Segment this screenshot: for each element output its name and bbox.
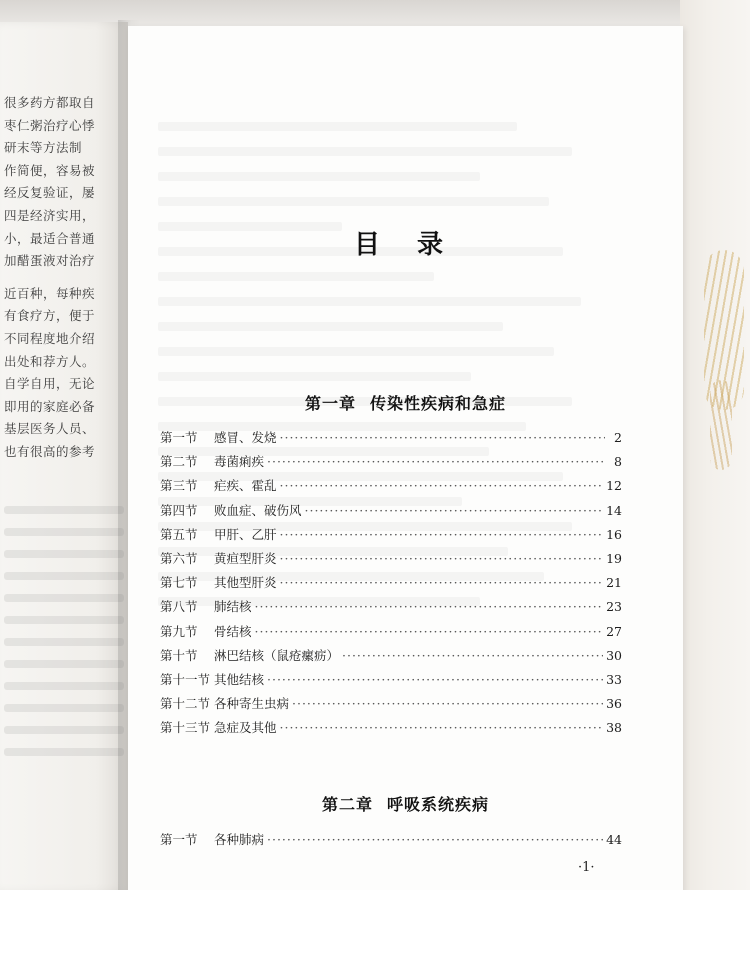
left-line: 也有很高的参考 — [4, 443, 96, 459]
section-number: 第三节 — [160, 478, 198, 494]
section-number: 第二节 — [160, 454, 198, 470]
section-number: 第九节 — [160, 623, 198, 639]
page-ref: 30 — [606, 647, 622, 663]
left-line: 四是经济实用， — [4, 207, 96, 223]
page-ref: 23 — [606, 599, 622, 615]
leader-dots — [267, 450, 605, 474]
left-line: 不同程度地介绍 — [4, 330, 96, 346]
toc-entry[interactable] — [160, 828, 622, 852]
chapter-number: 第一章 — [304, 394, 356, 413]
left-line: 基层医务人员、 — [4, 421, 96, 437]
toc-entry[interactable] — [160, 547, 622, 571]
section-number: 第六节 — [160, 550, 198, 566]
leader-dots — [280, 426, 605, 450]
section-title: 其他型肝炎 — [214, 575, 277, 591]
page-ref: 21 — [606, 575, 622, 591]
toc-entry[interactable] — [160, 523, 622, 547]
section-title: 甲肝、乙肝 — [214, 526, 277, 542]
leader-dots — [292, 692, 603, 716]
chapter-heading — [128, 792, 683, 815]
leader-dots — [280, 547, 604, 571]
toc-entry[interactable] — [160, 571, 622, 595]
section-title: 感冒、发烧 — [214, 430, 277, 445]
toc-entry[interactable] — [160, 499, 622, 523]
bottom-margin — [0, 890, 750, 960]
leader-dots — [280, 716, 604, 740]
section-number: 第四节 — [160, 502, 198, 518]
page-number: ·1· — [578, 860, 595, 875]
leader-dots — [267, 828, 603, 852]
toc-entry[interactable] — [160, 716, 622, 740]
toc-list-chapter-2 — [160, 828, 622, 852]
toc-entry[interactable] — [160, 620, 622, 644]
toc-entry[interactable] — [160, 474, 622, 498]
toc-entry[interactable] — [160, 668, 622, 692]
toc-entry[interactable] — [160, 426, 622, 450]
toc-entry[interactable] — [160, 692, 622, 716]
left-page-text — [4, 92, 134, 464]
left-line: 很多药方都取自 — [4, 95, 96, 110]
page-ref: 2 — [614, 430, 622, 445]
page-ref: 12 — [606, 478, 622, 494]
section-title: 肺结核 — [214, 599, 252, 615]
left-line: 经反复验证，屡 — [4, 185, 96, 201]
section-title: 淋巴结核（鼠疮瘰疬） — [214, 647, 340, 663]
section-number: 第五节 — [160, 526, 198, 542]
section-number: 第七节 — [160, 575, 198, 591]
left-line: 枣仁粥治疗心悸 — [4, 117, 96, 133]
section-number: 第十三节 — [160, 720, 211, 736]
section-number: 第十二节 — [160, 696, 211, 712]
left-page — [0, 22, 128, 892]
chapter-number: 第二章 — [321, 795, 373, 814]
page-ref: 16 — [606, 526, 622, 542]
background-cloth — [680, 0, 750, 960]
left-line: 近百种，每种疾 — [4, 285, 96, 301]
left-line: 即用的家庭必备 — [4, 398, 96, 414]
section-number: 第十一节 — [160, 671, 211, 687]
section-number: 第一节 — [160, 832, 198, 847]
left-line: 有食疗方，便于 — [4, 308, 96, 324]
page-ref: 38 — [606, 720, 622, 736]
section-title: 各种寄生虫病 — [214, 696, 290, 712]
leader-dots — [267, 668, 603, 692]
page-ref: 33 — [606, 671, 622, 687]
section-title: 毒菌痢疾 — [214, 454, 265, 470]
toc-entry[interactable] — [160, 450, 622, 474]
left-line: 出处和荐方人。 — [4, 353, 96, 369]
left-line: 加醋蛋液对治疗 — [4, 253, 96, 269]
left-line: 研末等方法制 — [4, 140, 83, 156]
section-number: 第一节 — [160, 430, 198, 445]
toc-entry[interactable] — [160, 595, 622, 619]
toc-entry[interactable] — [160, 644, 622, 668]
section-title: 急症及其他 — [214, 720, 277, 736]
section-title: 败血症、破伤风 — [214, 502, 302, 518]
leader-dots — [280, 523, 604, 547]
page-ref: 27 — [606, 623, 622, 639]
left-line: 小，最适合普通 — [4, 230, 96, 246]
section-title: 其他结核 — [214, 671, 265, 687]
section-title: 各种肺病 — [214, 832, 265, 847]
chapter-title: 呼吸系统疾病 — [387, 795, 490, 814]
section-title: 骨结核 — [214, 623, 252, 639]
left-line: 自学自用，无论 — [4, 376, 96, 392]
right-page — [128, 26, 683, 896]
leader-dots — [280, 474, 604, 498]
leader-dots — [255, 620, 604, 644]
leader-dots — [305, 499, 604, 523]
page-ref: 36 — [606, 696, 622, 712]
chapter-title: 传染性疾病和急症 — [370, 394, 507, 413]
section-number: 第八节 — [160, 599, 198, 615]
toc-title: 目 录 — [353, 230, 458, 260]
section-number: 第十节 — [160, 647, 198, 663]
leader-dots — [280, 571, 604, 595]
leader-dots — [342, 644, 603, 668]
section-title: 黄疸型肝炎 — [214, 550, 277, 566]
straw-decoration-small — [710, 380, 732, 470]
left-line: 作简便，容易被 — [4, 162, 96, 178]
leader-dots — [255, 595, 604, 619]
left-page-faded-text — [4, 492, 124, 770]
chapter-heading — [128, 391, 683, 414]
page-ref: 8 — [614, 454, 622, 470]
page-ref: 44 — [606, 832, 622, 847]
page-ref: 14 — [606, 502, 622, 518]
page-ref: 19 — [606, 550, 622, 566]
toc-list-chapter-1 — [160, 426, 622, 740]
section-title: 疟疾、霍乱 — [214, 478, 277, 494]
